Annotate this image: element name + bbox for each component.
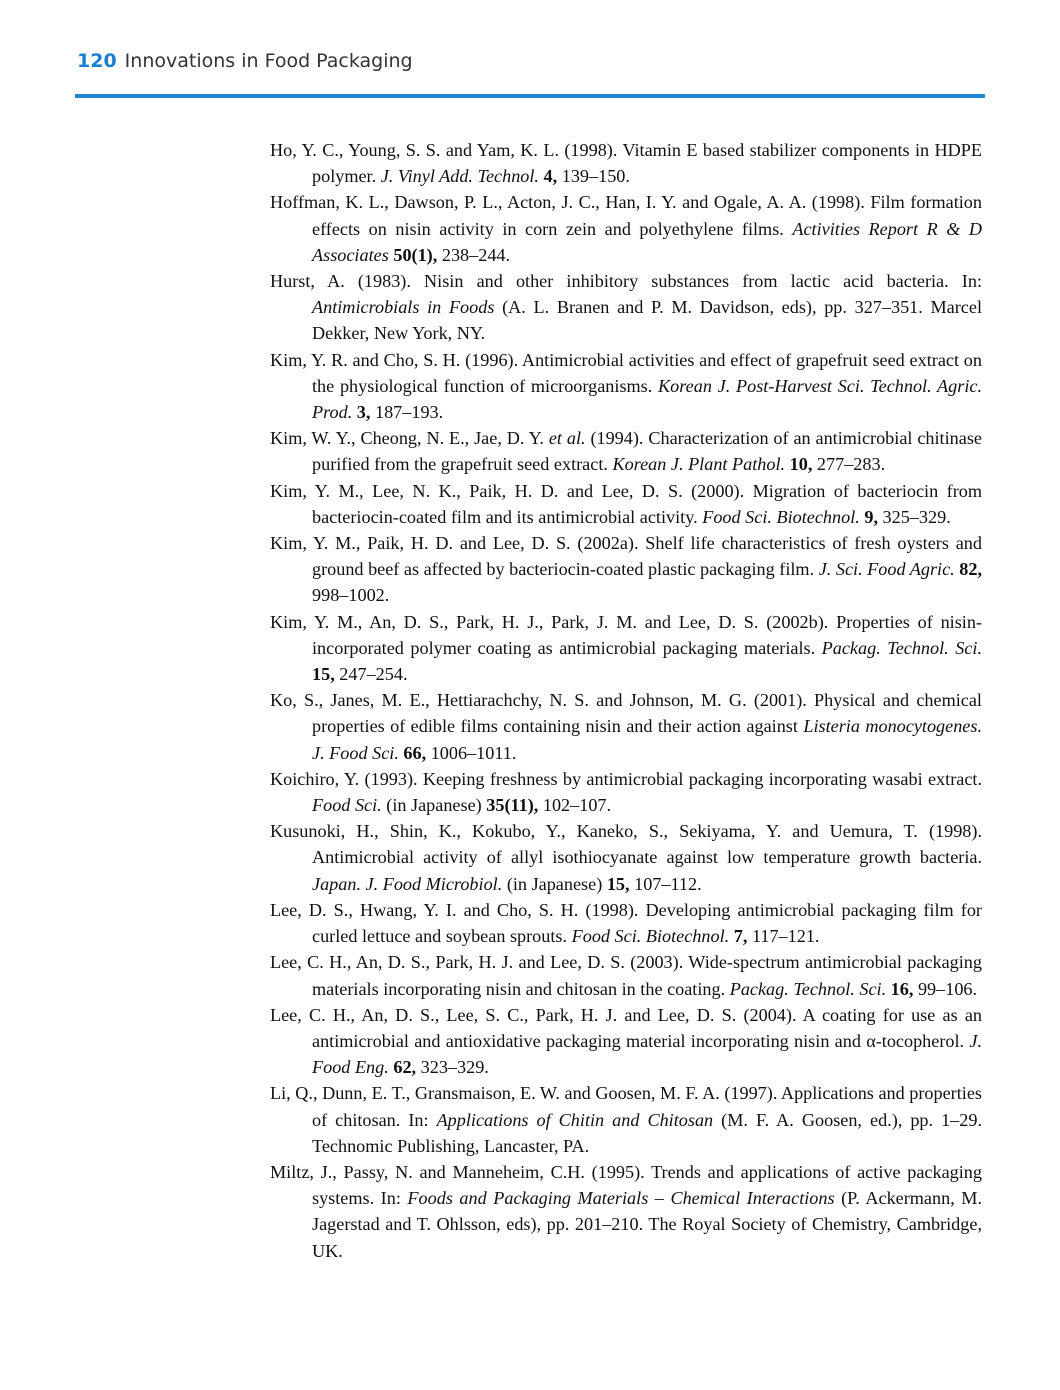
reference-item <box>270 818 982 897</box>
reference-pages: 99–106. <box>917 978 978 999</box>
reference-volume: 15, <box>606 873 630 894</box>
reference-pages: 277–283. <box>816 454 886 475</box>
reference-volume: 35(11), <box>486 795 539 816</box>
reference-book-title: Foods and Packaging Materials – Chemical Interactions <box>407 1188 835 1209</box>
reference-text: Hurst, A. (1983). Nisin and other inhibitory substances from lactic acid bacteria. In: <box>270 271 982 292</box>
reference-text-cont: (1994). Characterization of an antimicrobial chitinase purified from the grapefruit seed extract. <box>312 428 982 475</box>
reference-pages: (P. Ackermann, M. Jagerstad and T. Ohlsson, eds), pp. 201–210. The Royal Society of Chemistry, Cambridge, UK. <box>312 1188 982 1261</box>
reference-volume: 7, <box>733 926 748 947</box>
reference-text: Lee, C. H., An, D. S., Lee, S. C., Park, H. J. and Lee, D. S. (2004). A coating for use as an antimicrobial and antioxidative packaging material incorporating nisin and α-tocopherol. <box>270 1004 982 1051</box>
reference-volume: 16, <box>890 978 914 999</box>
reference-text: Hoffman, K. L., Dawson, P. L., Acton, J. C., Han, I. Y. and Ogale, A. A. (1998). Film formation effects on nisin activity in corn zein and polyethylene films. <box>270 192 982 239</box>
reference-volume: 3, <box>356 402 371 423</box>
reference-pages: 238–244. <box>441 244 511 265</box>
reference-pages: (A. L. Branen and P. M. Davidson, eds), pp. 327–351. Marcel Dekker, New York, NY. <box>312 297 982 344</box>
reference-pages: 323–329. <box>420 1057 489 1078</box>
reference-pages: 107–112. <box>634 873 702 894</box>
reference-book-title: Antimicrobials in Foods <box>312 297 495 318</box>
reference-pages: 187–193. <box>374 402 444 423</box>
reference-text: Kim, Y. M., Paik, H. D. and Lee, D. S. (2002a). Shelf life characteristics of fresh oysters and ground beef as affected by bacteriocin-coated plastic packaging film. <box>270 533 982 580</box>
reference-journal: Food Sci. Biotechnol. <box>571 926 730 947</box>
reference-item <box>270 687 982 766</box>
reference-item <box>270 609 982 688</box>
reference-item <box>270 478 982 530</box>
reference-journal: Food Sci. <box>312 795 382 816</box>
reference-item <box>270 949 982 1001</box>
reference-text: Ko, S., Janes, M. E., Hettiarachchy, N. S. and Johnson, M. G. (2001). Physical and chemical properties of edible films containing nisin and their action against <box>270 690 982 737</box>
reference-species: Listeria monocytogenes. <box>803 716 982 737</box>
reference-text: Ho, Y. C., Young, S. S. and Yam, K. L. (1998). Vitamin E based stabilizer components in HDPE polymer. <box>270 140 982 187</box>
reference-pages: 247–254. <box>339 664 408 685</box>
reference-pages: 998–1002. <box>312 585 390 606</box>
reference-pages: 102–107. <box>542 795 612 816</box>
reference-item <box>270 137 982 189</box>
reference-item <box>270 1080 982 1159</box>
reference-text: Miltz, J., Passy, N. and Manneheim, C.H. (1995). Trends and applications of active packaging systems. In: <box>270 1161 982 1209</box>
reference-language: (in Japanese) <box>502 873 607 894</box>
reference-pages: 139–150. <box>561 166 630 187</box>
reference-pages: 325–329. <box>882 506 951 527</box>
reference-et-al: et al. <box>548 428 586 449</box>
reference-journal: J. Vinyl Add. Technol. <box>380 166 539 187</box>
reference-journal: Activities Report R & D Associates <box>312 218 983 265</box>
reference-text: Kim, W. Y., Cheong, N. E., Jae, D. Y. <box>270 428 549 449</box>
reference-item <box>270 1159 982 1264</box>
reference-item <box>270 268 982 347</box>
reference-item <box>270 897 982 949</box>
header-rule <box>75 94 985 98</box>
reference-volume: 82, <box>959 559 983 580</box>
reference-volume: 10, <box>789 454 813 475</box>
reference-volume: 66, <box>403 742 427 763</box>
reference-text: Lee, C. H., An, D. S., Park, H. J. and Lee, D. S. (2003). Wide-spectrum antimicrobial packaging materials incorporating nisin and chitosan in the coating. <box>270 952 982 999</box>
reference-item <box>270 189 982 268</box>
reference-text: Kim, Y. M., An, D. S., Park, H. J., Park, J. M. and Lee, D. S. (2002b). Properties of nisin-incorporated polymer coating as antimicrobial packaging materials. <box>270 611 982 658</box>
reference-pages: 117–121. <box>751 926 820 947</box>
reference-volume: 50(1), <box>393 244 438 265</box>
reference-journal: J. Sci. Food Agric. <box>818 559 955 580</box>
reference-item <box>270 530 982 609</box>
reference-book-title: Applications of Chitin and Chitosan <box>436 1109 714 1130</box>
reference-journal: Packag. Technol. Sci. <box>729 978 887 999</box>
reference-journal: J. Food Sci. <box>312 742 399 763</box>
reference-volume: 15, <box>312 664 335 685</box>
reference-pages: (M. F. A. Goosen, ed.), pp. 1–29. Technomic Publishing, Lancaster, PA. <box>312 1109 982 1156</box>
reference-volume: 4, <box>543 166 558 187</box>
reference-text: Li, Q., Dunn, E. T., Gransmaison, E. W. and Goosen, M. F. A. (1997). Applications and properties of chitosan. In: <box>270 1083 982 1130</box>
reference-item <box>270 347 982 426</box>
reference-language: (in Japanese) <box>381 795 487 816</box>
reference-journal: Japan. J. Food Microbiol. <box>312 873 503 894</box>
reference-list <box>270 137 982 1264</box>
reference-volume: 62, <box>393 1057 417 1078</box>
reference-item <box>270 425 982 477</box>
reference-text: Koichiro, Y. (1993). Keeping freshness by antimicrobial packaging incorporating wasabi extract. <box>270 768 982 789</box>
reference-volume: 9, <box>864 506 878 527</box>
running-title: Innovations in Food Packaging <box>124 50 413 72</box>
reference-journal: Korean J. Plant Pathol. <box>612 454 786 475</box>
reference-pages: 1006–1011. <box>430 742 517 763</box>
reference-item <box>270 766 982 818</box>
reference-text: Kim, Y. M., Lee, N. K., Paik, H. D. and Lee, D. S. (2000). Migration of bacteriocin from bacteriocin-coated film and its antimicrobial activity. <box>270 480 982 527</box>
running-head <box>77 50 413 72</box>
reference-text: Kusunoki, H., Shin, K., Kokubo, Y., Kaneko, S., Sekiyama, Y. and Uemura, T. (1998). Antimicrobial activity of allyl isothiocyanate against low temperature growth bacteria. <box>270 821 982 868</box>
reference-item <box>270 1002 982 1081</box>
reference-journal: Food Sci. Biotechnol. <box>702 506 860 527</box>
reference-text: Lee, D. S., Hwang, Y. I. and Cho, S. H. (1998). Developing antimicrobial packaging film for curled lettuce and soybean sprouts. <box>270 899 982 947</box>
reference-journal: Korean J. Post-Harvest Sci. Technol. Agric. Prod. <box>312 375 983 423</box>
page-number: 120 <box>77 50 117 72</box>
reference-text: Kim, Y. R. and Cho, S. H. (1996). Antimicrobial activities and effect of grapefruit seed extract on the physiological function of microorganisms. <box>270 349 982 396</box>
reference-journal: Packag. Technol. Sci. <box>821 637 982 658</box>
reference-journal: J. Food Eng. <box>312 1030 982 1078</box>
